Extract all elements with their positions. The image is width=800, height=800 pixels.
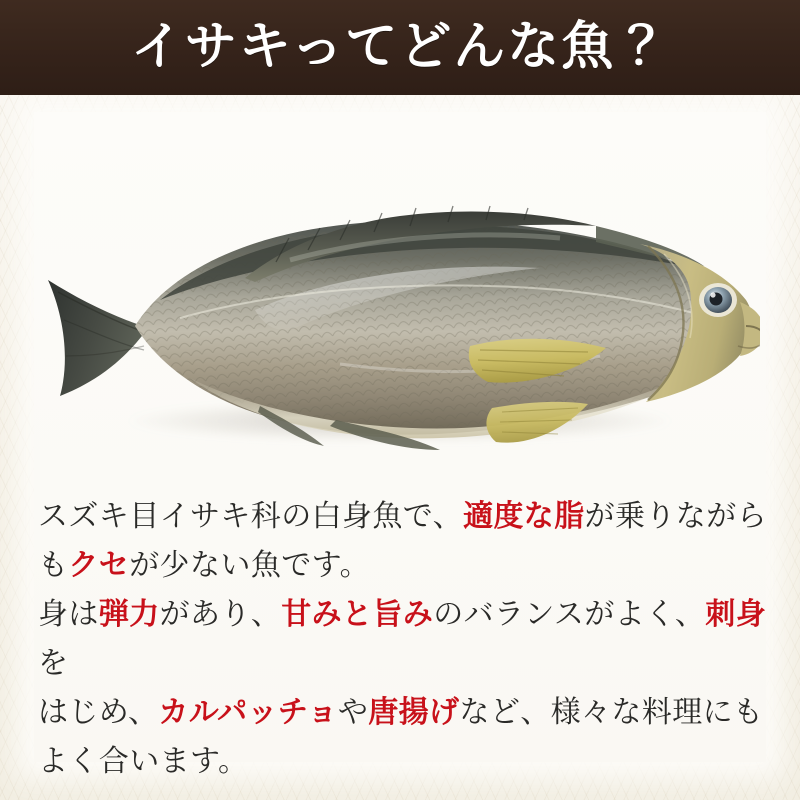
fish-photo <box>40 150 760 460</box>
description-line-4 <box>38 688 774 737</box>
header-banner <box>0 0 800 95</box>
fish-illustration <box>40 150 760 460</box>
text-run: など、様々な料理にも <box>459 696 764 729</box>
emphasis-run: 甘みと旨み <box>281 598 434 631</box>
description-line-3 <box>38 590 774 688</box>
text-run: スズキ目イサキ科の白身魚で、 <box>38 500 463 533</box>
text-run: があり、 <box>159 598 282 631</box>
description-line-2 <box>38 541 774 590</box>
text-run: も <box>38 549 69 582</box>
text-run: が少ない魚です。 <box>129 549 371 582</box>
emphasis-run: 弾力 <box>98 598 160 631</box>
text-run: が乗りながら <box>584 500 768 533</box>
text-run: 身は <box>38 598 99 631</box>
emphasis-run: クセ <box>68 549 130 582</box>
fish-photo-area <box>0 95 800 485</box>
emphasis-run: 適度な脂 <box>463 500 585 533</box>
emphasis-run: 刺身 <box>705 598 767 631</box>
description-line-1 <box>38 492 774 541</box>
description-text <box>38 492 774 786</box>
emphasis-run: カルパッチョ <box>158 696 338 729</box>
text-run: のバランスがよく、 <box>433 598 706 631</box>
page-title: イサキってどんな魚？ <box>130 18 670 76</box>
description-line-5 <box>38 737 774 786</box>
text-run: はじめ、 <box>38 696 159 729</box>
text-run: を <box>38 647 69 680</box>
text-run: や <box>337 696 369 729</box>
text-run: よく合います。 <box>38 745 249 778</box>
emphasis-run: 唐揚げ <box>368 696 460 729</box>
